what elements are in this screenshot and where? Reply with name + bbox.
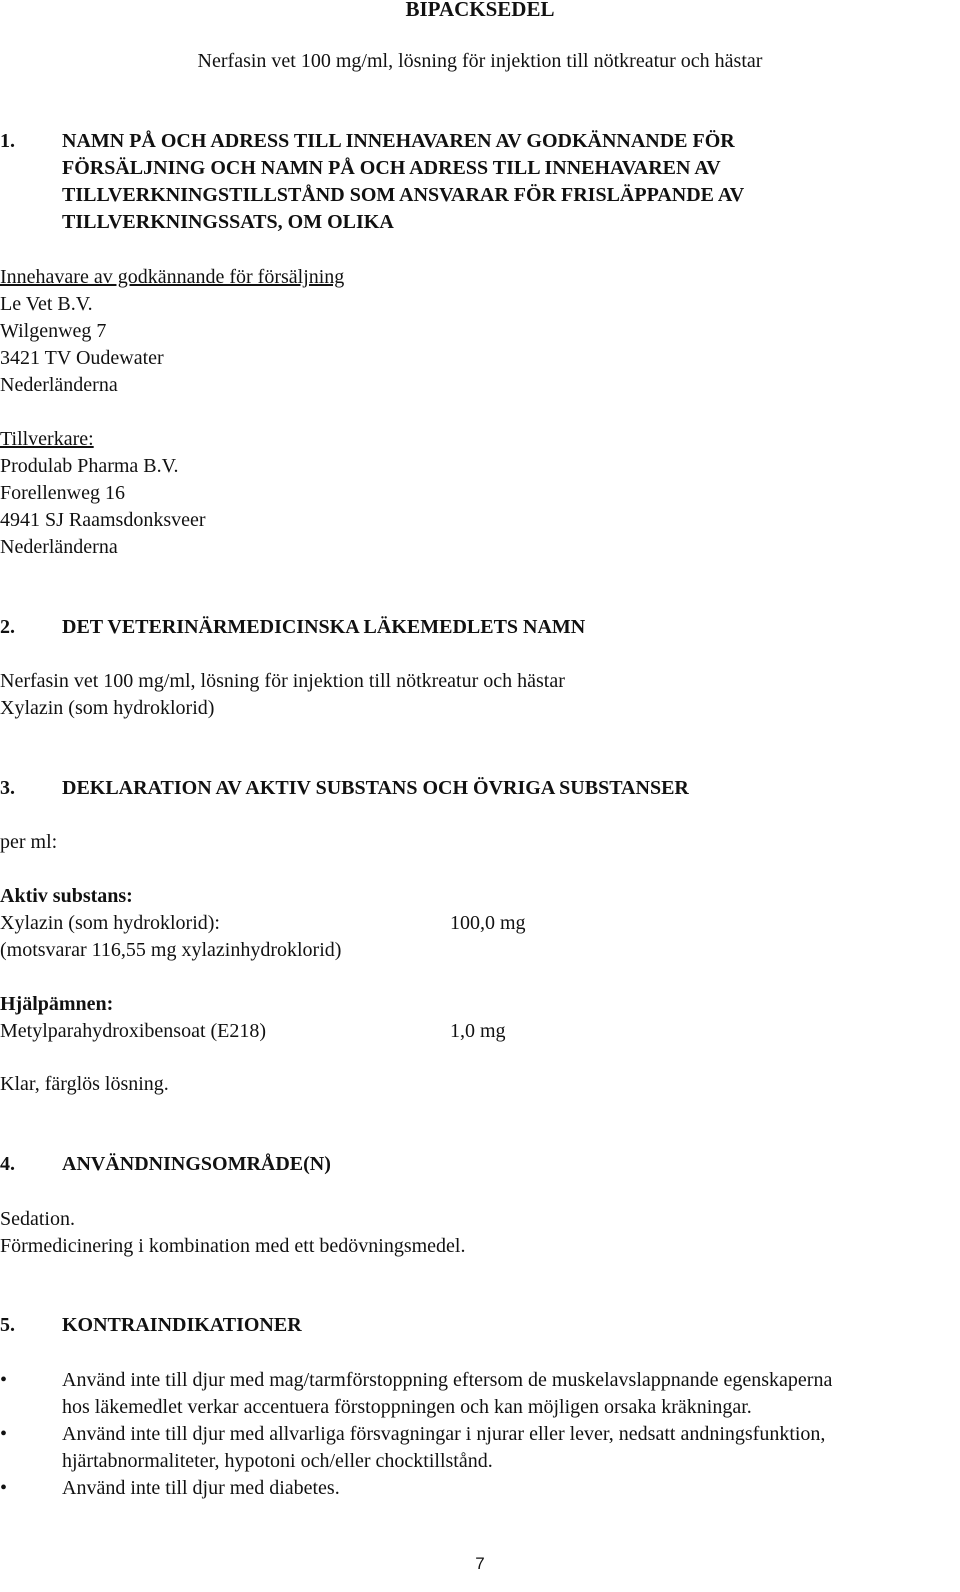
bullet-marker: • <box>0 1369 8 1391</box>
document-subtitle: Nerfasin vet 100 mg/ml, lösning för injektion till nötkreatur och hästar <box>197 50 763 72</box>
bullet-marker: • <box>0 1477 8 1499</box>
section-1-heading-line-3: TILLVERKNINGSTILLSTÅND SOM ANSVARAR FÖR FRISLÄPPANDE AV <box>62 184 745 206</box>
section-1-heading-line-1: NAMN PÅ OCH ADRESS TILL INNEHAVAREN AV GODKÄNNANDE FÖR <box>62 130 735 152</box>
section-2-heading: DET VETERINÄRMEDICINSKA LÄKEMEDLETS NAMN <box>62 616 586 638</box>
manufacturer-label: Tillverkare: <box>0 428 94 450</box>
section-2-number: 2. <box>0 616 15 638</box>
contraindication-line: Använd inte till djur med allvarliga försvagningar i njurar eller lever, nedsatt andningsfunktion, <box>62 1423 826 1445</box>
section-3-heading: DEKLARATION AV AKTIV SUBSTANS OCH ÖVRIGA SUBSTANSER <box>62 777 689 799</box>
section-4-heading: ANVÄNDNINGSOMRÅDE(N) <box>62 1153 331 1175</box>
contraindication-line: Använd inte till djur med diabetes. <box>62 1477 340 1499</box>
appearance-text: Klar, färglös lösning. <box>0 1073 169 1095</box>
holder-line: Nederländerna <box>0 374 118 396</box>
section-1-number: 1. <box>0 130 15 152</box>
product-name-line: Xylazin (som hydroklorid) <box>0 697 215 719</box>
excipient-name: Metylparahydroxibensoat (E218) <box>0 1020 267 1042</box>
holder-label: Innehavare av godkännande för försäljning <box>0 266 345 288</box>
section-1-heading-line-4: TILLVERKNINGSSATS, OM OLIKA <box>62 211 394 233</box>
section-1-heading-line-2: FÖRSÄLJNING OCH NAMN PÅ OCH ADRESS TILL INNEHAVAREN AV <box>62 157 721 179</box>
manufacturer-line: Nederländerna <box>0 536 118 558</box>
product-name-line: Nerfasin vet 100 mg/ml, lösning för injektion till nötkreatur och hästar <box>0 670 565 692</box>
contraindication-line: Använd inte till djur med mag/tarmförstoppning eftersom de muskelavslappnande egenskaperna <box>62 1369 833 1391</box>
section-4-number: 4. <box>0 1153 15 1175</box>
holder-line: Wilgenweg 7 <box>0 320 107 342</box>
document-title: BIPACKSEDEL <box>405 0 555 21</box>
holder-line: 3421 TV Oudewater <box>0 347 164 369</box>
section-5-number: 5. <box>0 1314 15 1336</box>
manufacturer-line: 4941 SJ Raamsdonksveer <box>0 509 206 531</box>
manufacturer-line: Produlab Pharma B.V. <box>0 455 179 477</box>
contraindication-line: hos läkemedlet verkar accentuera förstoppningen och kan möjligen orsaka kräkningar. <box>62 1396 752 1418</box>
page-number: 7 <box>475 1554 485 1573</box>
indication-line: Förmedicinering i kombination med ett bedövningsmedel. <box>0 1235 466 1257</box>
excipients-label: Hjälpämnen: <box>0 993 114 1015</box>
manufacturer-line: Forellenweg 16 <box>0 482 125 504</box>
section-5-heading: KONTRAINDIKATIONER <box>62 1314 302 1336</box>
contraindication-line: hjärtabnormaliteter, hypotoni och/eller chocktillstånd. <box>62 1450 493 1472</box>
bullet-marker: • <box>0 1423 8 1445</box>
active-substance-amount: 100,0 mg <box>450 912 526 934</box>
per-ml-label: per ml: <box>0 831 58 853</box>
section-3-number: 3. <box>0 777 15 799</box>
active-substance-note: (motsvarar 116,55 mg xylazinhydroklorid) <box>0 939 342 961</box>
holder-line: Le Vet B.V. <box>0 293 93 315</box>
indication-line: Sedation. <box>0 1208 75 1230</box>
active-substance-label: Aktiv substans: <box>0 885 133 907</box>
active-substance-name: Xylazin (som hydroklorid): <box>0 912 220 934</box>
excipient-amount: 1,0 mg <box>450 1020 506 1042</box>
